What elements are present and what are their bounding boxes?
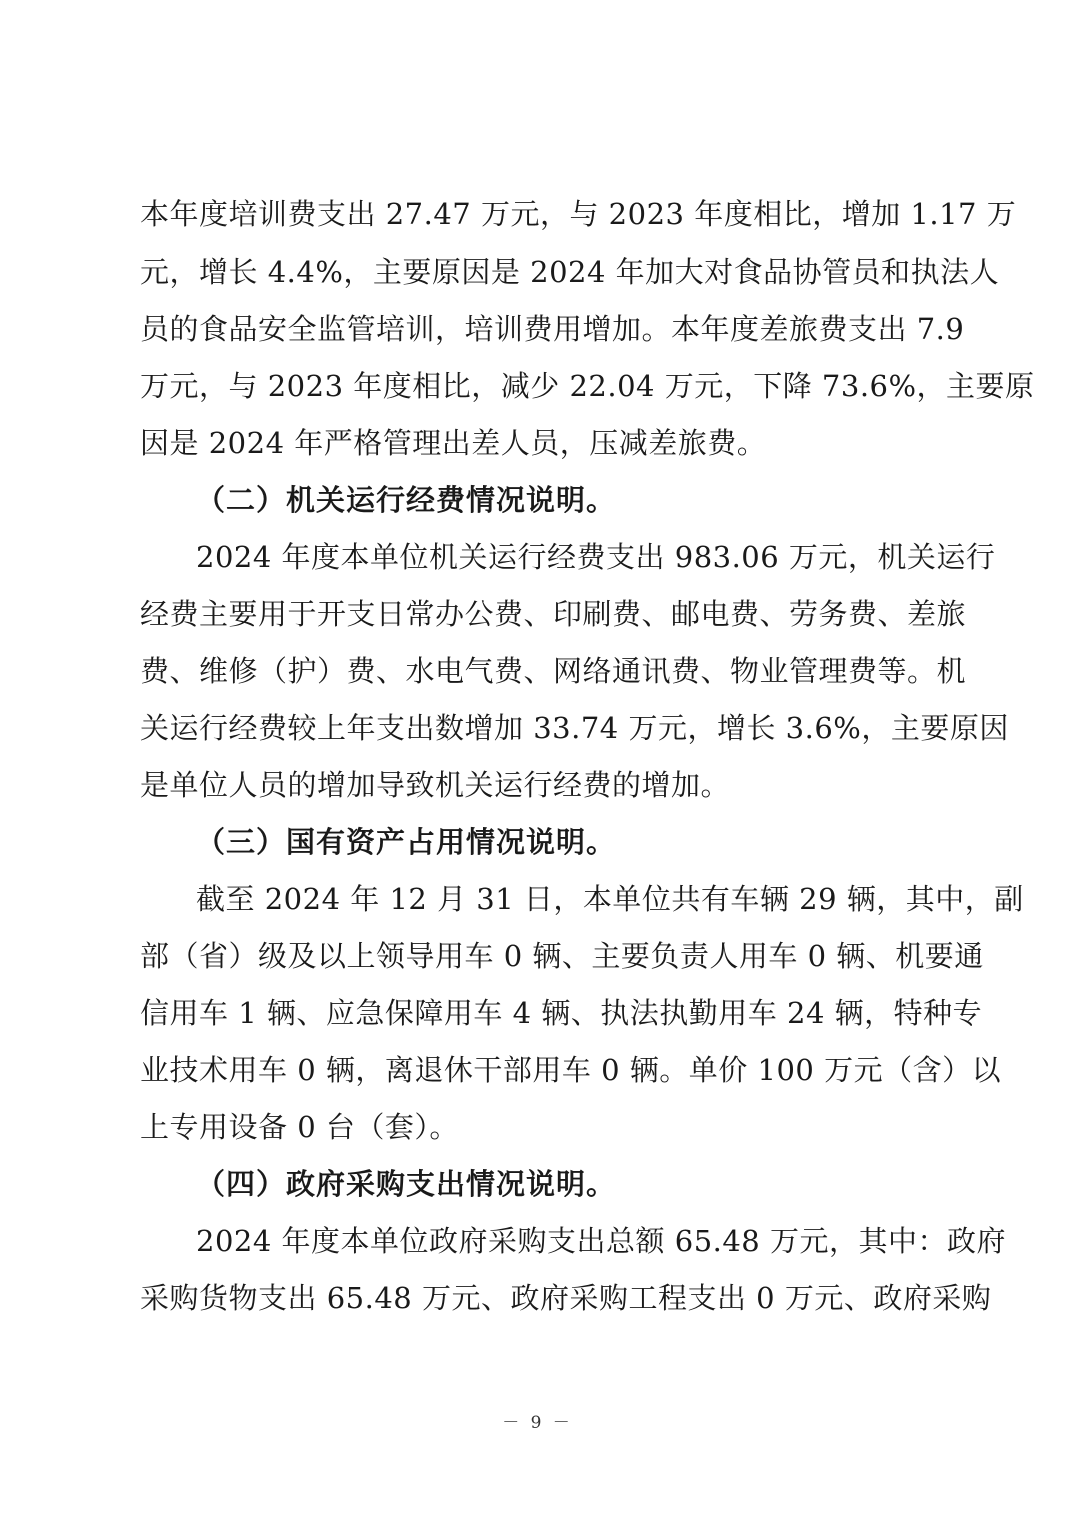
body-text-line: 业技术用车 0 辆，离退休干部用车 0 辆。单价 100 万元（含）以: [140, 1053, 1002, 1087]
body-text-line: 经费主要用于开支日常办公费、印刷费、邮电费、劳务费、差旅: [140, 597, 967, 631]
body-text-line: 采购货物支出 65.48 万元、政府采购工程支出 0 万元、政府采购: [140, 1281, 992, 1315]
body-text-line: 元，增长 4.4%，主要原因是 2024 年加大对食品协管员和执法人: [140, 255, 1000, 289]
section-heading-3: （三）国有资产占用情况说明。: [196, 825, 617, 859]
body-text-line: 关运行经费较上年支出数增加 33.74 万元，增长 3.6%，主要原因: [140, 711, 1009, 745]
section-heading-4: （四）政府采购支出情况说明。: [196, 1167, 617, 1201]
body-text-line: 上专用设备 0 台（套）。: [140, 1110, 459, 1144]
body-text-line: 因是 2024 年严格管理出差人员，压减差旅费。: [140, 426, 767, 460]
body-text-line: 2024 年度本单位政府采购支出总额 65.48 万元，其中：政府: [196, 1224, 1006, 1258]
body-text-line: 是单位人员的增加导致机关运行经费的增加。: [140, 768, 731, 802]
body-text-line: 万元，与 2023 年度相比，减少 22.04 万元，下降 73.6%，主要原: [140, 369, 1035, 403]
page-number: － 9 －: [502, 1413, 573, 1433]
body-text-line: 2024 年度本单位机关运行经费支出 983.06 万元，机关运行: [196, 540, 996, 574]
body-text-line: 员的食品安全监管培训，培训费用增加。本年度差旅费支出 7.9: [140, 312, 965, 346]
body-text-line: 费、维修（护）费、水电气费、网络通讯费、物业管理费等。机: [140, 654, 967, 688]
section-heading-2: （二）机关运行经费情况说明。: [196, 483, 617, 517]
body-text-line: 部（省）级及以上领导用车 0 辆、主要负责人用车 0 辆、机要通: [140, 939, 984, 973]
body-text-line: 信用车 1 辆、应急保障用车 4 辆、执法执勤用车 24 辆，特种专: [140, 996, 983, 1030]
body-text-line: 本年度培训费支出 27.47 万元，与 2023 年度相比，增加 1.17 万: [140, 197, 1017, 231]
body-text-line: 截至 2024 年 12 月 31 日，本单位共有车辆 29 辆，其中，副: [196, 882, 1024, 916]
